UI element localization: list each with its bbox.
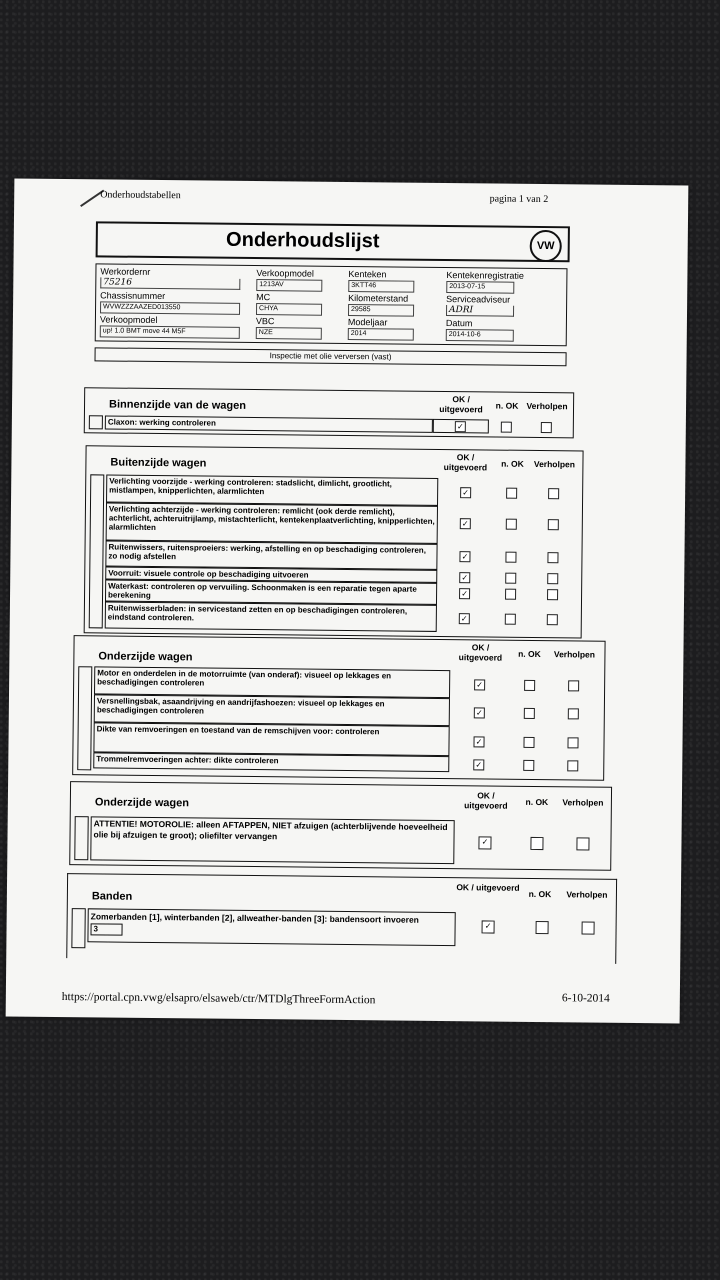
section-banden (66, 873, 617, 964)
checkbox-verholpen[interactable] (547, 589, 558, 600)
checkbox-verholpen[interactable] (541, 422, 552, 433)
checkbox-verholpen[interactable] (547, 614, 558, 625)
col-nok-header: n. OK (525, 796, 549, 808)
section-title: Banden (91, 890, 133, 903)
header-left: Onderhoudstabellen (100, 189, 181, 202)
section-title: Onderzijde wagen (94, 796, 190, 810)
section-buitenzijde (84, 445, 584, 638)
field-serviceadviseur: Serviceadviseur ADRI (446, 294, 546, 317)
checklist-row: Voorruit: visuele controle op beschadiging uitvoeren (105, 566, 437, 582)
checkbox-nok[interactable] (501, 422, 512, 433)
field-kenteken: Kenteken 3KTT46 (348, 269, 414, 293)
checkbox-ok[interactable]: ✓ (459, 551, 470, 562)
col-nok-header: n. OK (495, 400, 519, 411)
col-fix-header: Verholpen (526, 400, 568, 412)
field-verkoopmodel: Verkoopmodel 1213AV (256, 268, 322, 292)
checklist-row: Waterkast: controleren op vervuiling. Schoonmaken is een reparatie tegen aparte berekening (105, 579, 437, 604)
checklist-row: Dikte van remvoeringen en toestand van de remschijven voor: controleren (93, 722, 449, 756)
checkbox-nok[interactable] (505, 589, 516, 600)
checkbox-ok[interactable]: ✓ (460, 518, 471, 529)
checklist-row: Ruitenwisserbladen: in servicestand zetten en op beschadigingen controleren, eindstand controleren. (105, 601, 437, 631)
row-margin (71, 908, 85, 948)
checkbox-ok[interactable]: ✓ (459, 613, 470, 624)
checklist-row: ATTENTIE! MOTOROLIE: alleen AFTAPPEN, NIET afzuigen (achterblijvende hoeveelheid olie bij afzuigen te groot); oliefilter vervangen (90, 816, 454, 864)
inspection-type: Inspectie met olie verversen (vast) (94, 347, 566, 366)
checkbox-nok[interactable] (506, 488, 517, 499)
checklist-row: Trommelremvoeringen achter: dikte controleren (93, 752, 449, 772)
checkbox-verholpen[interactable] (567, 760, 578, 771)
col-fix-header: Verholpen (566, 889, 608, 900)
col-ok-header: OK / uitgevoerd (443, 452, 488, 473)
checkbox-nok[interactable] (530, 837, 543, 850)
checkbox-nok[interactable] (505, 573, 516, 584)
col-ok-header: OK / uitgevoerd (456, 882, 520, 893)
col-fix-header: Verholpen (562, 797, 604, 808)
col-nok-header: n. OK (518, 648, 541, 660)
vw-logo-icon: VW (530, 230, 562, 262)
checkbox-verholpen[interactable] (567, 737, 578, 748)
col-ok-header: OK / uitgevoerd (464, 790, 508, 811)
checkbox-nok[interactable] (536, 921, 549, 934)
checkbox-nok[interactable] (506, 519, 517, 530)
section-title: Buitenzijde wagen (110, 456, 207, 470)
col-nok-header: n. OK (501, 458, 524, 469)
checkbox-ok[interactable]: ✓ (474, 707, 485, 718)
row-margin (74, 816, 88, 860)
checkbox-nok[interactable] (523, 737, 534, 748)
footer-date: 6-10-2014 (561, 992, 610, 1005)
checklist-row: Zomerbanden [1], winterbanden [2], allweather-banden [3]: bandensoort invoeren 3 (87, 908, 455, 946)
col-ok-header: OK / uitgevoerd (439, 394, 483, 415)
header-page-number: pagina 1 van 2 (489, 193, 549, 206)
checkbox-nok[interactable] (523, 760, 534, 771)
checkbox-verholpen[interactable] (548, 488, 559, 499)
checklist-row: Verlichting voorzijde - werking controleren: stadslicht, dimlicht, grootlicht, mistlampen, knipperlichten, alarmlichten (106, 474, 438, 505)
field-modeljaar: Modeljaar 2014 (348, 317, 414, 341)
checkbox-nok[interactable] (505, 614, 516, 625)
field-vbc: VBC NZE (256, 316, 322, 340)
page-title: Onderhoudslijst (225, 228, 380, 253)
title-box (96, 221, 570, 262)
checkbox-ok[interactable]: ✓ (474, 679, 485, 690)
field-chassisnummer: Chassisnummer WVWZZZAAZED013550 (100, 290, 240, 314)
checklist-row: Motor en onderdelen in de motorruimte (van onderaf): visueel op lekkages en beschadigingen controleren (94, 666, 450, 698)
checkbox-verholpen[interactable] (582, 921, 595, 934)
field-kilometerstand: Kilometerstand 29585 (348, 293, 414, 317)
col-fix-header: Verholpen (533, 458, 576, 470)
field-kentekenregistratie: Kentekenregistratie 2013-07-15 (446, 270, 546, 294)
checkbox-verholpen[interactable] (547, 552, 558, 563)
col-nok-header: n. OK (528, 888, 552, 900)
field-verkoopmodel-full: Verkoopmodel up! 1.0 BMT move 44 M5F (100, 314, 240, 338)
checkbox-nok[interactable] (524, 680, 535, 691)
checkbox-verholpen[interactable] (548, 519, 559, 530)
field-mc: MC CHYA (256, 292, 322, 316)
document-sheet (6, 178, 689, 1023)
row-margin (77, 666, 92, 770)
field-datum: Datum 2014-10-6 (446, 318, 546, 342)
checkbox-verholpen[interactable] (568, 680, 579, 691)
checkbox-ok[interactable]: ✓ (459, 588, 470, 599)
section-onderzijde (72, 635, 605, 781)
checklist-row: Versnellingsbak, asaandrijving en aandrijfashoezen: visueel op lekkages en beschadigingen controleren (94, 694, 450, 726)
checkbox-ok[interactable]: ✓ (482, 920, 495, 933)
checkbox-ok[interactable]: ✓ (473, 736, 484, 747)
bandensoort-input[interactable]: 3 (90, 923, 122, 935)
checkbox-ok[interactable]: ✓ (455, 421, 466, 432)
section-onderzijde-olie (69, 781, 612, 871)
field-werkordernr: Werkordernr 75216 (100, 266, 240, 289)
col-ok-header: OK / uitgevoerd (458, 642, 503, 663)
checklist-row: Ruitenwissers, ruitensproeiers: werking, afstelling en op beschadiging controleren, zo nodig afstellen (105, 540, 437, 569)
checkbox-verholpen[interactable] (576, 837, 589, 850)
checkbox-verholpen[interactable] (568, 708, 579, 719)
checkbox-ok[interactable]: ✓ (478, 836, 491, 849)
col-fix-header: Verholpen (553, 649, 596, 660)
section-title: Onderzijde wagen (98, 650, 193, 664)
checkbox-ok[interactable]: ✓ (473, 759, 484, 770)
row-margin (89, 474, 105, 628)
vehicle-info-box (95, 263, 568, 346)
section-title: Binnenzijde van de wagen (108, 398, 247, 412)
checkbox-verholpen[interactable] (547, 573, 558, 584)
checkbox-nok[interactable] (505, 552, 516, 563)
footer-url: https://portal.cpn.vwg/elsapro/elsaweb/ctr/MTDlgThreeFormAction (61, 991, 376, 1007)
checklist-row: Verlichting achterzijde - werking controleren: remlicht (ook derde remlicht), achterlicht, achteruitrijlamp, mistachterlicht, kentekenplaatverlichting, knipperlichten, alarmlichten (106, 502, 438, 543)
section-binnenzijde (84, 387, 574, 438)
row-margin (89, 415, 103, 429)
werkordernr-value: 75216 (100, 277, 240, 289)
checkbox-ok[interactable]: ✓ (460, 487, 471, 498)
checkbox-ok[interactable]: ✓ (459, 572, 470, 583)
checklist-row: Claxon: werking controleren (105, 415, 433, 432)
checkbox-nok[interactable] (524, 708, 535, 719)
